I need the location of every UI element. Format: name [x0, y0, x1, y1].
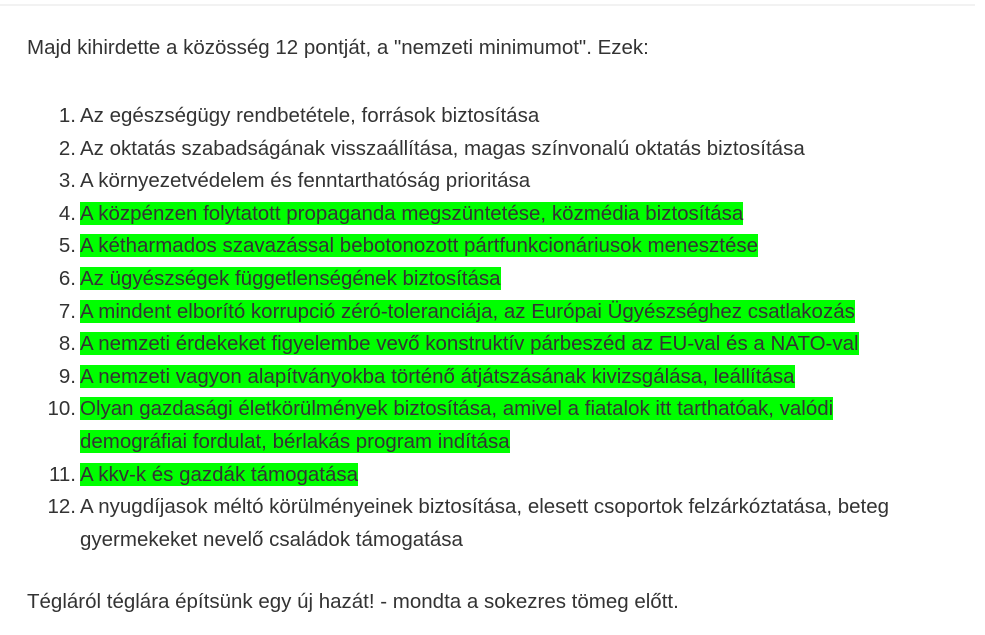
list-item-text: A nyugdíjasok méltó körülményeinek biztosítása, elesett csoportok felzárkóztatása, beteg — [80, 495, 890, 519]
list-item-number: 5. — [58, 234, 76, 258]
highlighted-text: A mindent elborító korrupció zéró-toleranciája, az Európai Ügyészséghez csatlakozás — [80, 299, 855, 323]
highlighted-text: A kkv-k és gazdák támogatása — [80, 462, 359, 486]
list-item-number: 2. — [58, 136, 76, 160]
list-item-number: 3. — [58, 169, 76, 193]
intro-paragraph: Majd kihirdette a közösség 12 pontját, a "nemzeti minimumot". Ezek: — [27, 36, 649, 59]
list-item-text: A környezetvédelem és fenntarthatóság prioritása — [80, 169, 531, 193]
list-item-number: 11. — [49, 462, 76, 486]
highlighted-text: A kétharmados szavazással bebotonozott pártfunkcionáriusok menesztése — [80, 234, 759, 258]
list-item-text: gyermekeket nevelő családok támogatása — [80, 527, 463, 551]
list-item-number: 1. — [58, 104, 76, 127]
highlighted-text: Olyan gazdasági életkörülmények biztosítása, amivel a fiatalok itt tarthatóak, valódi — [80, 397, 834, 421]
list-item-number: 7. — [58, 299, 76, 323]
list-item — [0, 133, 889, 166]
list-item — [0, 393, 889, 458]
outro-paragraph: Tégláról téglára építsünk egy új hazát! - mondta a sokezres tömeg előtt. — [27, 590, 679, 613]
list-item-number: 9. — [58, 364, 76, 388]
highlighted-text: A nemzeti érdekeket figyelembe vevő konstruktív párbeszéd az EU-val és a NATO-val — [80, 332, 859, 356]
list-item-number: 12. — [47, 495, 76, 519]
list-item — [0, 459, 889, 492]
list-item — [0, 361, 889, 394]
list-item — [0, 198, 889, 231]
list-item — [0, 296, 889, 329]
highlighted-text: A közpénzen folytatott propaganda megszüntetése, közmédia biztosítása — [80, 201, 744, 225]
list-item-number: 8. — [58, 332, 76, 356]
highlighted-text: Az ügyészségek függetlenségének biztosítása — [80, 266, 501, 290]
highlighted-text: demográfiai fordulat, bérlakás program indítása — [80, 429, 510, 453]
list-item-number: 10. — [47, 397, 76, 421]
list-item — [0, 100, 889, 133]
list-item-text: Az egészségügy rendbetétele, források biztosítása — [80, 104, 540, 127]
top-divider — [0, 4, 975, 6]
list-item — [0, 230, 889, 263]
list-item — [0, 328, 889, 361]
numbered-list — [0, 100, 889, 556]
list-item — [0, 263, 889, 296]
list-item-number: 6. — [58, 266, 76, 290]
highlighted-text: A nemzeti vagyon alapítványokba történő átjátszásának kivizsgálása, leállítása — [80, 364, 795, 388]
list-item-number: 4. — [58, 201, 76, 225]
list-item — [0, 165, 889, 198]
list-item-text: Az oktatás szabadságának visszaállítása, magas színvonalú oktatás biztosítása — [80, 136, 805, 160]
list-item — [0, 491, 889, 556]
